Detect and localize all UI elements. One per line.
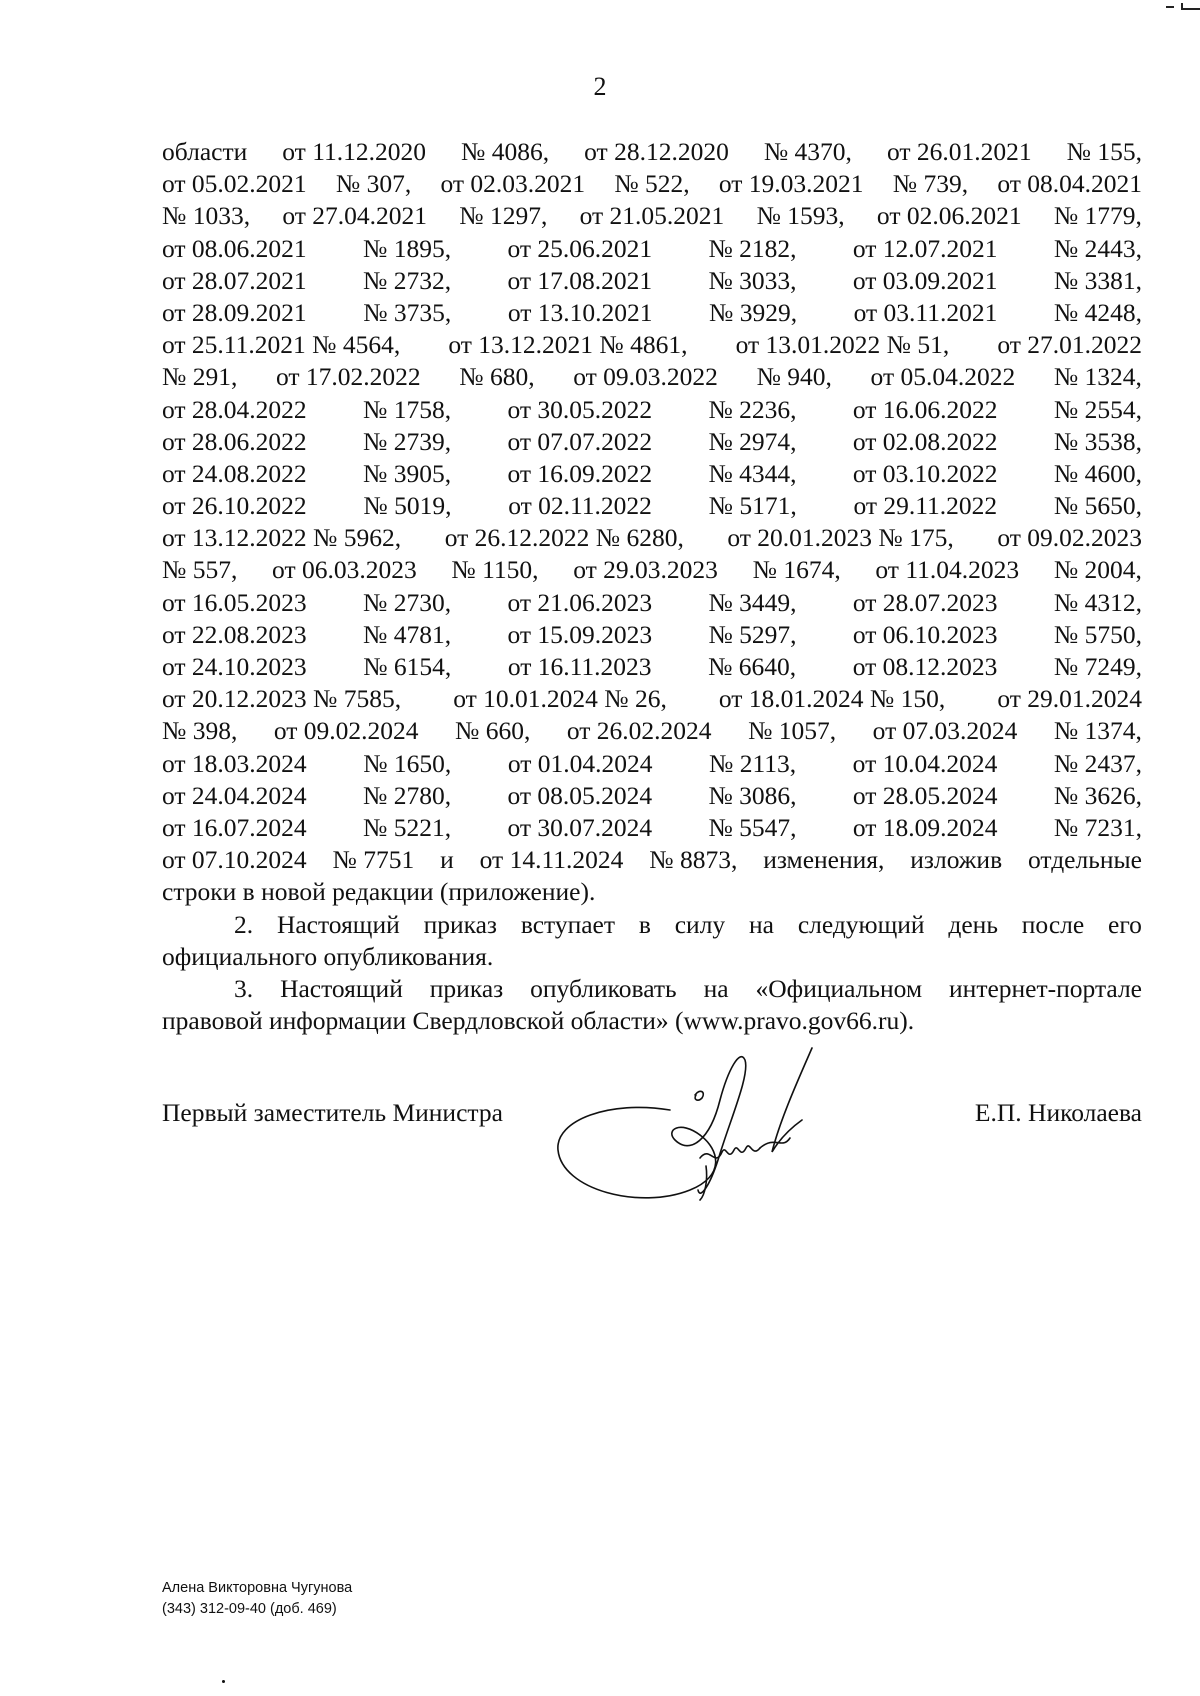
text-segment: № 398, bbox=[162, 716, 238, 746]
text-segment: № 1033, bbox=[162, 201, 251, 231]
text-line bbox=[162, 587, 1142, 619]
text-segment: от 24.04.2024 bbox=[162, 780, 307, 810]
text-segment: № 2004, bbox=[1053, 555, 1142, 585]
text-segment: от 25.06.2021 bbox=[507, 233, 653, 263]
text-segment: № 7249, bbox=[1053, 652, 1142, 681]
text-segment: от 08.06.2021 bbox=[162, 233, 307, 263]
text-segment: в bbox=[638, 909, 651, 939]
text-line bbox=[162, 361, 1142, 393]
text-segment: от 03.10.2022 bbox=[852, 458, 998, 488]
text-segment: на bbox=[749, 909, 774, 939]
text-segment: от 06.03.2023 bbox=[272, 555, 417, 585]
text-segment: от 07.07.2022 bbox=[507, 426, 653, 456]
text-segment: Настоящий bbox=[280, 973, 403, 1003]
text-segment: от 16.06.2022 bbox=[852, 394, 998, 424]
text-segment: от 28.05.2024 bbox=[852, 780, 998, 810]
text-segment: № 1674, bbox=[752, 555, 841, 585]
text-segment: № 2739, bbox=[363, 426, 452, 456]
paragraph-3-line bbox=[162, 973, 1142, 1005]
text-line bbox=[162, 168, 1142, 200]
text-segment: от 24.10.2023 bbox=[162, 652, 307, 681]
text-segment: от 29.03.2023 bbox=[573, 555, 718, 585]
text-segment: № 7751 bbox=[332, 845, 415, 875]
text-segment: от 16.05.2023 bbox=[162, 587, 307, 617]
text-segment: № 5297, bbox=[708, 619, 797, 649]
paragraph-3-line bbox=[162, 1005, 1142, 1037]
text-segment: приказ bbox=[423, 909, 497, 939]
text-line bbox=[162, 490, 1142, 522]
text-segment: № 3449, bbox=[708, 587, 797, 617]
text-segment: № 155, bbox=[1066, 137, 1142, 166]
text-line bbox=[162, 458, 1142, 490]
text-segment: следующий bbox=[797, 909, 925, 939]
signatory-position: Первый заместитель Министра bbox=[162, 1098, 503, 1127]
text-segment: от 19.03.2021 bbox=[718, 169, 864, 199]
text-segment: № 3086, bbox=[708, 780, 797, 810]
text-segment: от 26.10.2022 bbox=[162, 491, 307, 521]
text-segment: № 5547, bbox=[708, 812, 797, 842]
text-segment: № 1057, bbox=[748, 716, 837, 746]
text-segment: № 2443, bbox=[1053, 233, 1142, 263]
text-segment: № 1324, bbox=[1053, 362, 1142, 392]
text-segment: от 17.08.2021 bbox=[507, 265, 653, 295]
text-line bbox=[162, 876, 1142, 908]
text-segment: от 02.11.2022 bbox=[508, 491, 652, 521]
text-segment: от 20.01.2023 № 175, bbox=[727, 523, 954, 553]
text-segment: от 12.07.2021 bbox=[852, 233, 998, 263]
text-line bbox=[162, 522, 1142, 554]
text-segment: № 3905, bbox=[363, 458, 452, 488]
text-segment: № 2730, bbox=[363, 587, 452, 617]
text-segment: № 291, bbox=[162, 362, 238, 392]
text-segment: от 22.08.2023 bbox=[162, 619, 307, 649]
text-segment: № 1374, bbox=[1053, 716, 1142, 746]
text-line bbox=[162, 136, 1142, 168]
text-segment: от 11.04.2023 bbox=[875, 555, 1020, 585]
text-line bbox=[162, 651, 1142, 683]
text-segment: № 8873, bbox=[649, 845, 738, 875]
handwritten-signature bbox=[550, 1040, 850, 1225]
text-segment: № 2974, bbox=[708, 426, 797, 456]
text-segment: № 3381, bbox=[1053, 265, 1142, 295]
order-list-paragraph bbox=[162, 136, 1142, 876]
text-segment: № 3538, bbox=[1053, 426, 1142, 456]
text-segment: № 1758, bbox=[363, 394, 452, 424]
paragraph-2-line bbox=[162, 909, 1142, 941]
text-line bbox=[162, 394, 1142, 426]
text-segment: № 5171, bbox=[708, 491, 797, 521]
text-segment: от 30.05.2022 bbox=[507, 394, 653, 424]
text-segment: № 1593, bbox=[756, 201, 845, 231]
text-segment: от 02.08.2022 bbox=[852, 426, 998, 456]
text-line bbox=[162, 329, 1142, 361]
text-segment: от 13.12.2021 № 4861, bbox=[448, 330, 688, 360]
text-segment: № 660, bbox=[455, 716, 531, 746]
text-segment: № 1650, bbox=[363, 748, 452, 778]
text-segment: от 10.04.2024 bbox=[852, 748, 998, 778]
text-segment: от 08.04.2021 bbox=[997, 169, 1142, 199]
text-segment: на bbox=[703, 973, 729, 1003]
text-segment: от 27.04.2021 bbox=[282, 201, 428, 231]
text-segment: № 3735, bbox=[363, 297, 452, 327]
text-segment: № 4086, bbox=[461, 137, 550, 166]
text-segment: № 6154, bbox=[363, 652, 452, 681]
text-segment: № 557, bbox=[162, 555, 238, 585]
text-segment: от 21.05.2021 bbox=[579, 201, 725, 231]
text-line bbox=[162, 426, 1142, 458]
footer-contact bbox=[162, 1578, 352, 1620]
text-segment: от 18.03.2024 bbox=[162, 748, 307, 778]
page-number: 2 bbox=[593, 72, 607, 101]
text-segment: от 07.10.2024 bbox=[162, 845, 307, 875]
text-segment: правовой информации Свердловской области» (www.pravo.gov66.ru). bbox=[162, 1006, 915, 1036]
author-phone: (343) 312-09-40 (доб. 469) bbox=[162, 1601, 337, 1617]
text-segment: его bbox=[1108, 909, 1142, 939]
text-segment: № 1895, bbox=[363, 233, 452, 263]
text-segment: от 18.09.2024 bbox=[852, 812, 998, 842]
text-segment: от 28.12.2020 bbox=[584, 137, 729, 166]
text-segment: № 4600, bbox=[1053, 458, 1142, 488]
text-segment: и bbox=[440, 845, 454, 875]
signatory-name: Е.П. Николаева bbox=[974, 1098, 1142, 1127]
text-segment: от 11.12.2020 bbox=[282, 137, 427, 166]
text-segment: Настоящий bbox=[276, 909, 400, 939]
text-segment: приказ bbox=[429, 973, 504, 1003]
text-segment: № 2780, bbox=[363, 780, 452, 810]
text-segment: от 08.12.2023 bbox=[852, 652, 998, 681]
document-body bbox=[162, 136, 1142, 1037]
text-segment: от 27.01.2022 bbox=[997, 330, 1142, 360]
text-segment: № 680, bbox=[459, 362, 535, 392]
text-segment: от 08.05.2024 bbox=[507, 780, 653, 810]
text-line bbox=[162, 780, 1142, 812]
text-segment: от 26.02.2024 bbox=[566, 716, 712, 746]
text-segment: № 4370, bbox=[763, 137, 852, 166]
text-segment: от 24.08.2022 bbox=[162, 458, 307, 488]
text-segment: области bbox=[162, 137, 248, 166]
text-line bbox=[162, 619, 1142, 651]
scan-dot bbox=[222, 1680, 225, 1683]
text-segment: № 2236, bbox=[708, 394, 797, 424]
text-segment: от 18.01.2024 № 150, bbox=[718, 684, 946, 714]
text-segment: от 07.03.2024 bbox=[872, 716, 1018, 746]
text-segment: от 29.11.2022 bbox=[853, 491, 998, 521]
text-segment: вступает bbox=[520, 909, 616, 939]
text-segment: от 09.02.2024 bbox=[273, 716, 419, 746]
author-name: Алена Викторовна Чугунова bbox=[162, 1580, 353, 1596]
text-segment: от 16.11.2023 bbox=[507, 652, 652, 681]
text-segment: от 03.11.2021 bbox=[853, 297, 998, 327]
text-segment: № 307, bbox=[335, 169, 412, 199]
text-segment: 3. bbox=[234, 973, 254, 1003]
text-segment: № 940, bbox=[756, 362, 832, 392]
text-segment: № 4248, bbox=[1053, 297, 1142, 327]
text-segment: № 6640, bbox=[708, 652, 797, 681]
text-segment: от 28.07.2023 bbox=[852, 587, 998, 617]
text-segment: от 26.01.2021 bbox=[886, 137, 1032, 166]
text-segment: № 7231, bbox=[1053, 812, 1142, 842]
text-segment: от 25.11.2021 № 4564, bbox=[162, 330, 401, 360]
text-segment: от 16.07.2024 bbox=[162, 812, 307, 842]
text-segment: № 522, bbox=[614, 169, 690, 199]
text-segment: № 5019, bbox=[363, 491, 452, 521]
text-line bbox=[162, 812, 1142, 844]
text-segment: после bbox=[1021, 909, 1085, 939]
text-segment: от 20.12.2023 № 7585, bbox=[162, 684, 402, 714]
text-segment: от 13.01.2022 № 51, bbox=[735, 330, 950, 360]
text-segment: от 28.07.2021 bbox=[162, 265, 307, 295]
text-segment: опубликовать bbox=[530, 973, 677, 1003]
text-line bbox=[162, 683, 1142, 715]
text-segment: интернет-портале bbox=[949, 973, 1142, 1003]
text-segment: от 01.04.2024 bbox=[507, 748, 653, 778]
text-segment: № 2437, bbox=[1053, 748, 1142, 778]
text-segment: от 28.04.2022 bbox=[162, 394, 307, 424]
text-line bbox=[162, 844, 1142, 876]
text-segment: № 2113, bbox=[709, 748, 797, 778]
text-segment: от 17.02.2022 bbox=[275, 362, 421, 392]
text-segment: от 03.09.2021 bbox=[852, 265, 998, 295]
text-segment: день bbox=[948, 909, 998, 939]
text-segment: № 1779, bbox=[1053, 201, 1142, 231]
text-segment: от 06.10.2023 bbox=[852, 619, 998, 649]
text-segment: № 3626, bbox=[1053, 780, 1142, 810]
text-segment: № 4344, bbox=[708, 458, 797, 488]
text-segment: силу bbox=[674, 909, 726, 939]
text-segment: от 29.01.2024 bbox=[997, 684, 1142, 714]
text-segment: № 3033, bbox=[708, 265, 797, 295]
text-segment: от 28.09.2021 bbox=[162, 297, 307, 327]
text-segment: № 739, bbox=[892, 169, 969, 199]
text-segment: № 2732, bbox=[363, 265, 452, 295]
text-segment: № 5650, bbox=[1053, 491, 1142, 521]
text-segment: № 5750, bbox=[1053, 619, 1142, 649]
text-segment: от 05.02.2021 bbox=[162, 169, 307, 199]
text-line bbox=[162, 715, 1142, 747]
text-line bbox=[162, 200, 1142, 232]
text-segment: от 30.07.2024 bbox=[507, 812, 653, 842]
text-segment: от 26.12.2022 № 6280, bbox=[444, 523, 684, 553]
text-segment: от 05.04.2022 bbox=[870, 362, 1016, 392]
text-segment: отдельные bbox=[1027, 845, 1142, 875]
text-segment: строки в новой редакции (приложение). bbox=[162, 877, 596, 907]
text-segment: от 21.06.2023 bbox=[507, 587, 653, 617]
text-segment: от 13.12.2022 № 5962, bbox=[162, 523, 402, 553]
text-line bbox=[162, 554, 1142, 586]
text-segment: от 15.09.2023 bbox=[507, 619, 653, 649]
text-segment: № 4312, bbox=[1053, 587, 1142, 617]
text-segment: от 09.02.2023 bbox=[997, 523, 1142, 553]
text-segment: № 1297, bbox=[459, 201, 548, 231]
text-segment: от 02.03.2021 bbox=[440, 169, 586, 199]
text-segment: 2. bbox=[234, 909, 254, 939]
text-segment: от 10.01.2024 № 26, bbox=[453, 684, 667, 714]
text-segment: № 4781, bbox=[363, 619, 452, 649]
text-line bbox=[162, 297, 1142, 329]
text-segment: от 28.06.2022 bbox=[162, 426, 307, 456]
text-segment: № 2554, bbox=[1053, 394, 1142, 424]
text-segment: от 14.11.2024 bbox=[479, 845, 624, 875]
text-segment: № 2182, bbox=[708, 233, 797, 263]
text-segment: изложив bbox=[910, 845, 1003, 875]
text-segment: от 02.06.2021 bbox=[876, 201, 1022, 231]
paragraph-2-line bbox=[162, 941, 1142, 973]
text-segment: от 16.09.2022 bbox=[507, 458, 653, 488]
text-segment: № 3929, bbox=[709, 297, 798, 327]
text-segment: официального опубликования. bbox=[162, 941, 494, 971]
text-segment: от 09.03.2022 bbox=[573, 362, 718, 392]
text-segment: «Официальном bbox=[755, 973, 923, 1003]
text-line bbox=[162, 233, 1142, 265]
text-segment: от 13.10.2021 bbox=[507, 297, 653, 327]
text-line bbox=[162, 265, 1142, 297]
corner-scan-mark bbox=[1164, 0, 1200, 10]
text-segment: № 5221, bbox=[363, 812, 452, 842]
text-segment: № 1150, bbox=[451, 555, 539, 585]
text-line bbox=[162, 748, 1142, 780]
text-segment: изменения, bbox=[763, 845, 885, 875]
